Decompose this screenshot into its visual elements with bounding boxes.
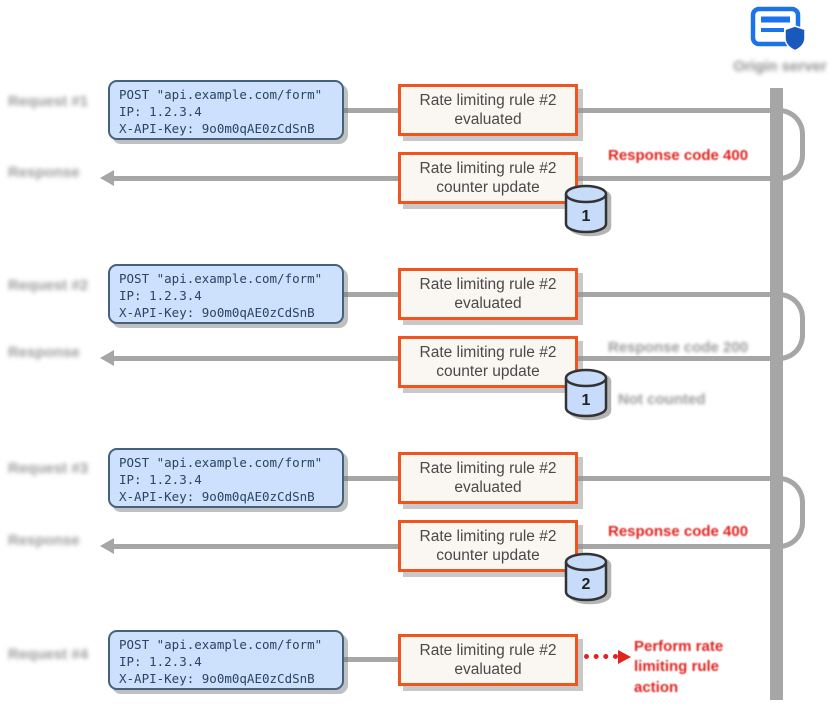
request-ip-line: IP: 1.2.3.4: [119, 104, 202, 119]
rule-evaluated-box-4: Rate limiting rule #2 evaluated: [398, 634, 578, 686]
request-method-line: POST "api.example.com/form": [119, 87, 323, 102]
rule-evaluated-box-1: Rate limiting rule #2 evaluated: [398, 84, 578, 136]
request-card-1: [108, 80, 344, 140]
request-method-line: POST "api.example.com/form": [119, 271, 323, 286]
mitigation-action-note: Perform rate limiting rule action: [634, 638, 724, 696]
request-apikey-line: X-API-Key: 9o0m0qAE0zCdSnB: [119, 671, 315, 686]
mitigation-arrowhead: [618, 650, 631, 664]
request-card-4: [108, 630, 344, 690]
request-apikey-line: X-API-Key: 9o0m0qAE0zCdSnB: [119, 489, 315, 504]
connector-card-to-box-1: [344, 108, 398, 113]
lane-label-request-4: Request #4: [8, 646, 89, 663]
counter-update-box-1: Rate limiting rule #2 counter update: [398, 152, 578, 204]
lane-label-response-1: Response: [8, 164, 80, 181]
counter-value-2: 1: [581, 392, 591, 409]
mitigation-dotted-line: [584, 654, 618, 659]
web-server-icon: [750, 6, 808, 54]
connector-box-to-origin-2: [578, 292, 770, 297]
request-method-line: POST "api.example.com/form": [119, 637, 323, 652]
lane-label-request-1: Request #1: [8, 93, 89, 110]
request-card-2: [108, 264, 344, 324]
origin-server-label: Origin server: [733, 58, 827, 75]
request-card-3: [108, 448, 344, 508]
request-response-arc-3: [779, 476, 805, 549]
connector-box-to-origin-3: [578, 476, 770, 481]
counter-value-3: 2: [581, 576, 591, 593]
request-ip-line: IP: 1.2.3.4: [119, 472, 202, 487]
request-ip-line: IP: 1.2.3.4: [119, 654, 202, 669]
lane-label-response-2: Response: [8, 344, 80, 361]
request-response-arc-2: [779, 292, 805, 361]
lane-label-request-3: Request #3: [8, 460, 89, 477]
counter-update-box-3: Rate limiting rule #2 counter update: [398, 520, 578, 572]
connector-card-to-box-4: [344, 657, 398, 662]
request-response-arc-1: [779, 108, 805, 181]
request-method-line: POST "api.example.com/form": [119, 455, 323, 470]
response-code-note-3: Response code 400: [608, 523, 749, 540]
request-ip-line: IP: 1.2.3.4: [119, 288, 202, 303]
counter-database-icon-3: [562, 552, 610, 604]
lane-label-response-3: Response: [8, 532, 80, 549]
connector-box-to-origin-1: [578, 108, 770, 113]
counter-database-icon-2: [562, 368, 610, 420]
counter-database-icon-1: [562, 184, 610, 236]
rule-evaluated-box-3: Rate limiting rule #2 evaluated: [398, 452, 578, 504]
response-code-note-1: Response code 400: [608, 147, 749, 164]
not-counted-note: Not counted: [618, 391, 706, 408]
connector-card-to-box-2: [344, 292, 398, 297]
connector-card-to-box-3: [344, 476, 398, 481]
response-code-note-2: Response code 200: [608, 339, 749, 356]
request-apikey-line: X-API-Key: 9o0m0qAE0zCdSnB: [119, 121, 315, 136]
request-apikey-line: X-API-Key: 9o0m0qAE0zCdSnB: [119, 305, 315, 320]
counter-value-1: 1: [581, 208, 591, 225]
lane-label-request-2: Request #2: [8, 277, 89, 294]
counter-update-box-2: Rate limiting rule #2 counter update: [398, 336, 578, 388]
rule-evaluated-box-2: Rate limiting rule #2 evaluated: [398, 268, 578, 320]
